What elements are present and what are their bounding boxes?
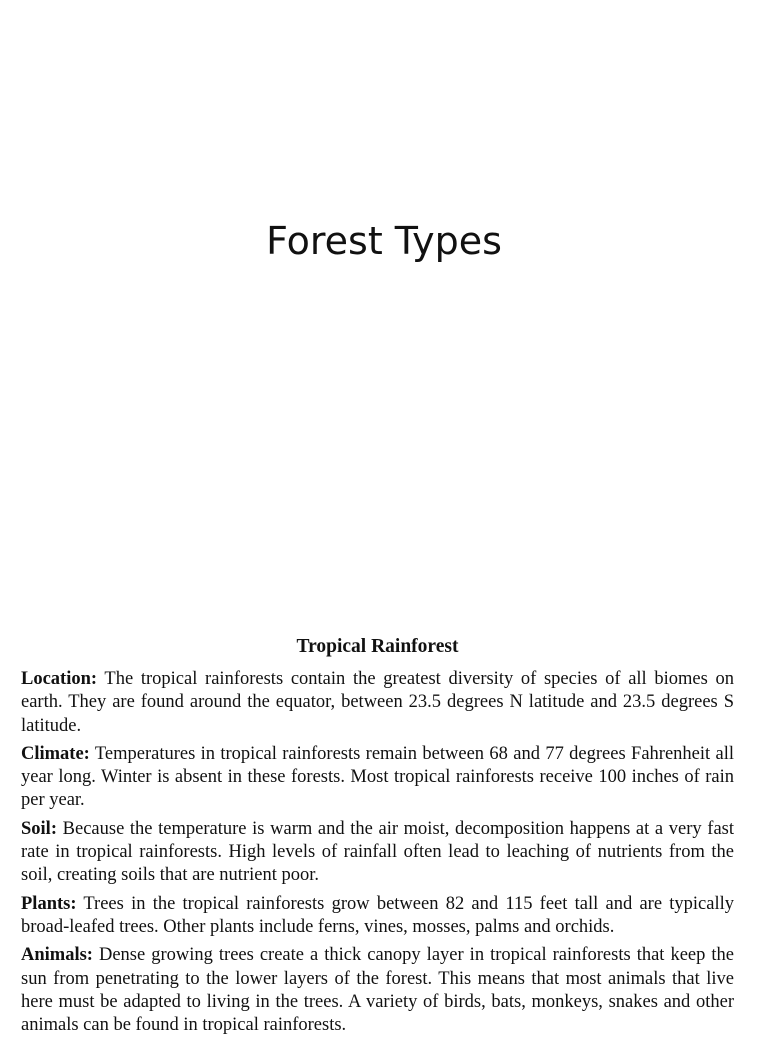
paragraph-text: Dense growing trees create a thick canopy layer in tropical rainforests that keep the sun from penetrating to the lower layers of the forest. This means that most animals that live here must be adapted to living in the trees. A variety of birds, bats, monkeys, snakes and other animals can be found in tropical rainforests. xyxy=(21,945,734,1036)
paragraph-label: Animals: xyxy=(21,945,93,966)
paragraph-label: Climate: xyxy=(21,743,90,764)
section-tropical-rainforest xyxy=(21,634,734,1042)
paragraph-label: Location: xyxy=(21,669,98,689)
paragraph-plants xyxy=(21,893,734,940)
page-title: Forest Types xyxy=(266,219,502,263)
paragraph-soil xyxy=(21,818,734,888)
section-subtitle: Tropical Rainforest xyxy=(296,636,459,657)
paragraph-animals xyxy=(21,944,734,1037)
paragraph-text: Trees in the tropical rainforests grow between 82 and 115 feet tall and are typically broad-leafed trees. Other plants include ferns, vines, mosses, palms and orchids. xyxy=(21,893,734,937)
paragraph-text: Because the temperature is warm and the air moist, decomposition happens at a very fast rate in tropical rainforests. High levels of rainfall often lead to leaching of nutrients from the soil, creating soils that are nutrient poor. xyxy=(21,818,734,886)
paragraph-label: Plants: xyxy=(21,893,77,914)
paragraph-location xyxy=(21,668,734,738)
paragraph-label: Soil: xyxy=(21,818,57,839)
paragraph-text: Temperatures in tropical rainforests remain between 68 and 77 degrees Fahrenheit all year long. Winter is absent in these forests. Most tropical rainforests receive 100 inches of rain per year. xyxy=(21,743,734,811)
paragraph-text: The tropical rainforests contain the greatest diversity of species of all biomes on earth. They are found around the equator, between 23.5 degrees N latitude and 23.5 degrees S latitude. xyxy=(21,669,734,736)
paragraph-climate xyxy=(21,743,734,813)
